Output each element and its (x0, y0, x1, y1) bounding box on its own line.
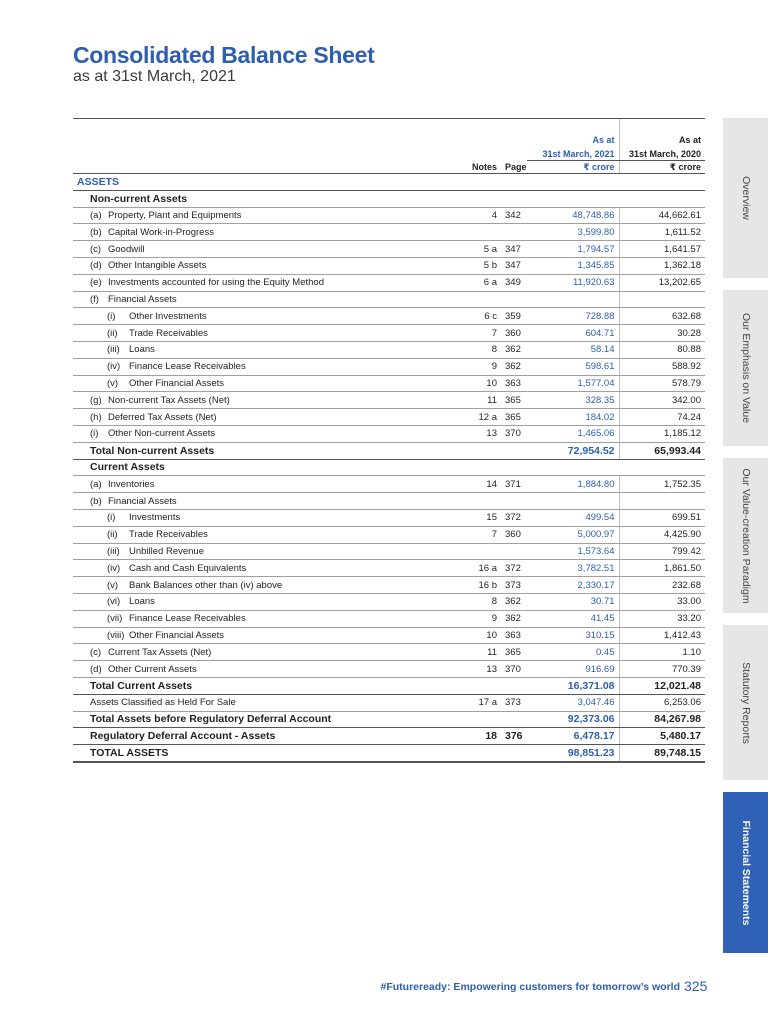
value-2021: 48,748.86 (527, 207, 619, 224)
row-marker: (iv) (107, 562, 121, 574)
row-label (73, 644, 451, 661)
row-page: 370 (501, 661, 527, 678)
value-2020: 84,267.98 (619, 711, 705, 728)
value-2020: 632.68 (619, 308, 705, 325)
table-row (73, 661, 705, 678)
row-label (73, 375, 451, 392)
row-label (73, 577, 451, 594)
row-page: 362 (501, 341, 527, 358)
value-2020: 1,412.43 (619, 627, 705, 644)
value-2020 (619, 291, 705, 308)
header-notes: Notes (451, 161, 501, 174)
row-page: 362 (501, 358, 527, 375)
row-label (73, 627, 451, 644)
value-2021: 728.88 (527, 308, 619, 325)
row-text: Non-current Tax Assets (Net) (108, 394, 230, 406)
row-text: Unbilled Revenue (129, 545, 204, 557)
side-tab-financial-statements[interactable] (723, 792, 768, 953)
side-tab-statutory-reports[interactable] (723, 625, 768, 780)
table-row (73, 392, 705, 409)
value-2021: 92,373.06 (527, 711, 619, 728)
table-row (73, 627, 705, 644)
side-tab-our-emphasis-on-value[interactable] (723, 290, 768, 446)
value-2020: 232.68 (619, 577, 705, 594)
row-marker: (f) (90, 293, 99, 305)
row-page (501, 711, 527, 728)
balance-sheet-table (73, 118, 705, 763)
row-label (73, 745, 451, 762)
table-row (73, 610, 705, 627)
subheading-row (73, 459, 705, 476)
row-text: Deferred Tax Assets (Net) (108, 411, 217, 423)
value-2021: 916.69 (527, 661, 619, 678)
table-row (73, 577, 705, 594)
row-page: 347 (501, 257, 527, 274)
table-body (73, 174, 705, 762)
table-row (73, 241, 705, 258)
row-page: 372 (501, 560, 527, 577)
row-label (73, 526, 451, 543)
row-label (73, 661, 451, 678)
value-2021: 3,599.80 (527, 224, 619, 241)
row-text: Other Financial Assets (129, 629, 225, 641)
side-tab-label: Our Emphasis on Value (739, 312, 752, 424)
row-notes: 10 (451, 627, 501, 644)
value-2020: 578.79 (619, 375, 705, 392)
value-2021: 604.71 (527, 325, 619, 342)
table-row (73, 341, 705, 358)
side-tab-our-value-creation-paradigm[interactable] (723, 458, 768, 613)
row-marker: (viii) (107, 629, 125, 641)
value-2020: 799.42 (619, 543, 705, 560)
value-2021: 1,577.04 (527, 375, 619, 392)
row-marker: (iv) (107, 361, 121, 373)
row-notes: 9 (451, 610, 501, 627)
total-row (73, 677, 705, 694)
row-page: 362 (501, 610, 527, 627)
row-label (73, 543, 451, 560)
row-label (73, 241, 451, 258)
row-text: Trade Receivables (129, 529, 208, 541)
row-notes: 7 (451, 526, 501, 543)
subheading-label: Non-current Assets (73, 190, 705, 207)
row-label (73, 610, 451, 627)
row-page: 360 (501, 325, 527, 342)
row-text: Inventories (108, 478, 155, 490)
table-row (73, 224, 705, 241)
value-2020: 13,202.65 (619, 274, 705, 291)
row-marker: (ii) (107, 327, 118, 339)
row-notes (451, 543, 501, 560)
value-2021: 1,573.64 (527, 543, 619, 560)
row-notes (451, 745, 501, 762)
row-text: Finance Lease Receivables (129, 613, 246, 625)
row-page: 365 (501, 644, 527, 661)
value-2021: 1,345.85 (527, 257, 619, 274)
footer-tagline: #Futureready: Empowering customers for tomorrow’s world (380, 981, 680, 993)
row-page: 373 (501, 577, 527, 594)
value-2021: 1,794.57 (527, 241, 619, 258)
row-label (73, 257, 451, 274)
value-2021: 3,782.51 (527, 560, 619, 577)
side-tab-label: Financial Statements (739, 819, 752, 926)
row-notes: 12 a (451, 409, 501, 426)
value-2020: 33.20 (619, 610, 705, 627)
row-notes: 8 (451, 593, 501, 610)
row-label (73, 560, 451, 577)
row-text: TOTAL ASSETS (90, 746, 169, 759)
row-notes: 17 a (451, 694, 501, 711)
value-2021: 499.54 (527, 509, 619, 526)
row-notes: 6 a (451, 274, 501, 291)
value-2021: 3,047.46 (527, 694, 619, 711)
row-page (501, 745, 527, 762)
row-page (501, 224, 527, 241)
total-row (73, 442, 705, 459)
row-notes: 11 (451, 644, 501, 661)
header-2020-as-at: As at (619, 119, 705, 147)
row-notes (451, 442, 501, 459)
value-2021: 0.45 (527, 644, 619, 661)
side-tab-overview[interactable] (723, 118, 768, 278)
row-marker: (ii) (107, 529, 118, 541)
value-2021: 11,920.63 (527, 274, 619, 291)
row-label (73, 593, 451, 610)
table-row (73, 425, 705, 442)
row-marker: (c) (90, 646, 102, 658)
row-notes: 13 (451, 425, 501, 442)
value-2021: 5,000.97 (527, 526, 619, 543)
row-text: Assets Classified as Held For Sale (90, 697, 236, 709)
row-text: Investments accounted for using the Equity Method (108, 277, 324, 289)
row-label (73, 476, 451, 493)
row-notes (451, 711, 501, 728)
row-notes: 10 (451, 375, 501, 392)
row-label (73, 308, 451, 325)
row-label (73, 409, 451, 426)
row-notes (451, 224, 501, 241)
value-2020: 12,021.48 (619, 677, 705, 694)
row-page: 373 (501, 694, 527, 711)
value-2021: 598.61 (527, 358, 619, 375)
page-number: 325 (684, 978, 708, 994)
row-marker: (a) (90, 478, 102, 490)
row-notes: 6 c (451, 308, 501, 325)
value-2021: 1,884.80 (527, 476, 619, 493)
value-2021: 328.35 (527, 392, 619, 409)
row-text: Financial Assets (108, 293, 177, 305)
row-text: Other Current Assets (108, 663, 197, 675)
table-row (73, 375, 705, 392)
table-row (73, 526, 705, 543)
value-2021: 58.14 (527, 341, 619, 358)
table-row (73, 274, 705, 291)
row-text: Loans (129, 596, 155, 608)
row-marker: (iii) (107, 545, 120, 557)
row-text: Regulatory Deferral Account - Assets (90, 730, 276, 743)
row-text: Total Assets before Regulatory Deferral Account (90, 713, 332, 726)
row-notes: 7 (451, 325, 501, 342)
side-tab-label: Statutory Reports (739, 661, 752, 744)
row-text: Other Non-current Assets (108, 428, 216, 440)
row-notes: 5 b (451, 257, 501, 274)
value-2021: 184.02 (527, 409, 619, 426)
value-2020: 588.92 (619, 358, 705, 375)
table-row (73, 291, 705, 308)
row-marker: (c) (90, 243, 102, 255)
side-tab-label: Our Value-creation Paradigm (739, 467, 752, 604)
row-text: Financial Assets (108, 495, 177, 507)
row-notes: 15 (451, 509, 501, 526)
value-2020: 699.51 (619, 509, 705, 526)
row-marker: (i) (90, 428, 99, 440)
row-notes (451, 677, 501, 694)
value-2020: 1,641.57 (619, 241, 705, 258)
header-2021-date: 31st March, 2021 (527, 146, 619, 161)
table-header (73, 119, 705, 174)
value-2021: 6,478.17 (527, 728, 619, 745)
table-row (73, 476, 705, 493)
row-notes: 4 (451, 207, 501, 224)
row-label (73, 425, 451, 442)
row-notes (451, 493, 501, 510)
value-2020: 65,993.44 (619, 442, 705, 459)
row-marker: (v) (107, 579, 119, 591)
value-2020: 1,185.12 (619, 425, 705, 442)
row-text: Other Investments (129, 310, 207, 322)
row-marker: (b) (90, 226, 102, 238)
value-2020: 89,748.15 (619, 745, 705, 762)
row-notes: 13 (451, 661, 501, 678)
value-2020: 4,425.90 (619, 526, 705, 543)
row-text: Other Intangible Assets (108, 260, 207, 272)
row-marker: (g) (90, 394, 102, 406)
value-2021: 310.15 (527, 627, 619, 644)
subheading-row (73, 190, 705, 207)
row-label (73, 358, 451, 375)
row-label (73, 291, 451, 308)
table-row (73, 593, 705, 610)
subheading-label: Current Assets (73, 459, 705, 476)
row-notes: 18 (451, 728, 501, 745)
row-page (501, 442, 527, 459)
row-page: 365 (501, 392, 527, 409)
table-row (73, 325, 705, 342)
table-row (73, 560, 705, 577)
table-row (73, 509, 705, 526)
value-2021: 1,465.06 (527, 425, 619, 442)
row-marker: (d) (90, 260, 102, 272)
row-text: Current Tax Assets (Net) (108, 646, 212, 658)
row-marker: (i) (107, 310, 116, 322)
row-text: Trade Receivables (129, 327, 208, 339)
value-2021: 16,371.08 (527, 677, 619, 694)
row-page: 376 (501, 728, 527, 745)
row-label (73, 442, 451, 459)
total-row (73, 728, 705, 745)
table-row (73, 257, 705, 274)
row-page: 347 (501, 241, 527, 258)
header-2020-date: 31st March, 2020 (619, 146, 705, 161)
row-page: 342 (501, 207, 527, 224)
row-label (73, 224, 451, 241)
row-label (73, 207, 451, 224)
value-2021: 72,954.52 (527, 442, 619, 459)
value-2020: 80.88 (619, 341, 705, 358)
value-2020: 5,480.17 (619, 728, 705, 745)
table-row (73, 694, 705, 711)
row-label (73, 392, 451, 409)
header-2020-unit: ₹ crore (619, 161, 705, 174)
value-2020: 1,861.50 (619, 560, 705, 577)
header-2021-unit: ₹ crore (527, 161, 619, 174)
row-marker: (iii) (107, 344, 120, 356)
value-2020: 1.10 (619, 644, 705, 661)
row-notes (451, 291, 501, 308)
row-text: Cash and Cash Equivalents (129, 562, 247, 574)
table-row (73, 493, 705, 510)
row-page: 372 (501, 509, 527, 526)
row-notes: 9 (451, 358, 501, 375)
table-row (73, 644, 705, 661)
side-tab-label: Overview (739, 176, 752, 220)
value-2021: 2,330.17 (527, 577, 619, 594)
value-2020: 342.00 (619, 392, 705, 409)
row-text: Other Financial Assets (129, 377, 225, 389)
row-label (73, 677, 451, 694)
section-row (73, 174, 705, 191)
row-marker: (d) (90, 663, 102, 675)
table-row (73, 543, 705, 560)
row-marker: (i) (107, 512, 116, 524)
row-label (73, 509, 451, 526)
row-text: Bank Balances other than (iv) above (129, 579, 283, 591)
row-text: Total Non-current Assets (90, 444, 215, 457)
row-marker: (vi) (107, 596, 121, 608)
value-2020: 6,253.06 (619, 694, 705, 711)
value-2020: 1,362.18 (619, 257, 705, 274)
value-2021 (527, 291, 619, 308)
row-page: 359 (501, 308, 527, 325)
row-page: 349 (501, 274, 527, 291)
row-label (73, 728, 451, 745)
row-notes: 16 b (451, 577, 501, 594)
row-label (73, 341, 451, 358)
header-2021-as-at: As at (527, 119, 619, 147)
row-marker: (a) (90, 209, 102, 221)
row-label (73, 711, 451, 728)
value-2021: 41.45 (527, 610, 619, 627)
section-title: ASSETS (77, 175, 120, 188)
row-marker: (v) (107, 377, 119, 389)
row-label (73, 694, 451, 711)
value-2020: 33.00 (619, 593, 705, 610)
row-page: 363 (501, 375, 527, 392)
row-page: 371 (501, 476, 527, 493)
row-text: Total Current Assets (90, 679, 193, 692)
row-label (73, 325, 451, 342)
value-2021: 30.71 (527, 593, 619, 610)
row-page: 360 (501, 526, 527, 543)
table-row (73, 358, 705, 375)
page-subtitle: as at 31st March, 2021 (73, 68, 236, 85)
row-notes: 16 a (451, 560, 501, 577)
value-2020 (619, 493, 705, 510)
row-marker: (vii) (107, 613, 123, 625)
value-2020: 1,752.35 (619, 476, 705, 493)
value-2020: 770.39 (619, 661, 705, 678)
row-page (501, 677, 527, 694)
row-label (73, 274, 451, 291)
total-row (73, 711, 705, 728)
header-page: Page (501, 161, 527, 174)
value-2020: 1,611.52 (619, 224, 705, 241)
row-text: Goodwill (108, 243, 145, 255)
row-text: Loans (129, 344, 155, 356)
row-text: Capital Work-in-Progress (108, 226, 214, 238)
row-marker: (e) (90, 277, 102, 289)
value-2021: 98,851.23 (527, 745, 619, 762)
row-notes: 8 (451, 341, 501, 358)
row-notes: 11 (451, 392, 501, 409)
row-text: Investments (129, 512, 181, 524)
row-marker: (b) (90, 495, 102, 507)
row-page: 365 (501, 409, 527, 426)
row-page (501, 543, 527, 560)
row-marker: (h) (90, 411, 102, 423)
row-text: Finance Lease Receivables (129, 361, 246, 373)
row-page (501, 493, 527, 510)
page-title: Consolidated Balance Sheet (73, 42, 375, 68)
row-label (73, 493, 451, 510)
value-2020: 30.28 (619, 325, 705, 342)
value-2020: 44,662.61 (619, 207, 705, 224)
table-row (73, 409, 705, 426)
row-notes: 5 a (451, 241, 501, 258)
row-page: 370 (501, 425, 527, 442)
row-page: 363 (501, 627, 527, 644)
row-notes: 14 (451, 476, 501, 493)
value-2020: 74.24 (619, 409, 705, 426)
value-2021 (527, 493, 619, 510)
total-row (73, 745, 705, 762)
table-row (73, 308, 705, 325)
row-page (501, 291, 527, 308)
row-text: Property, Plant and Equipments (108, 209, 242, 221)
table-row (73, 207, 705, 224)
section-label (73, 174, 705, 191)
row-page: 362 (501, 593, 527, 610)
